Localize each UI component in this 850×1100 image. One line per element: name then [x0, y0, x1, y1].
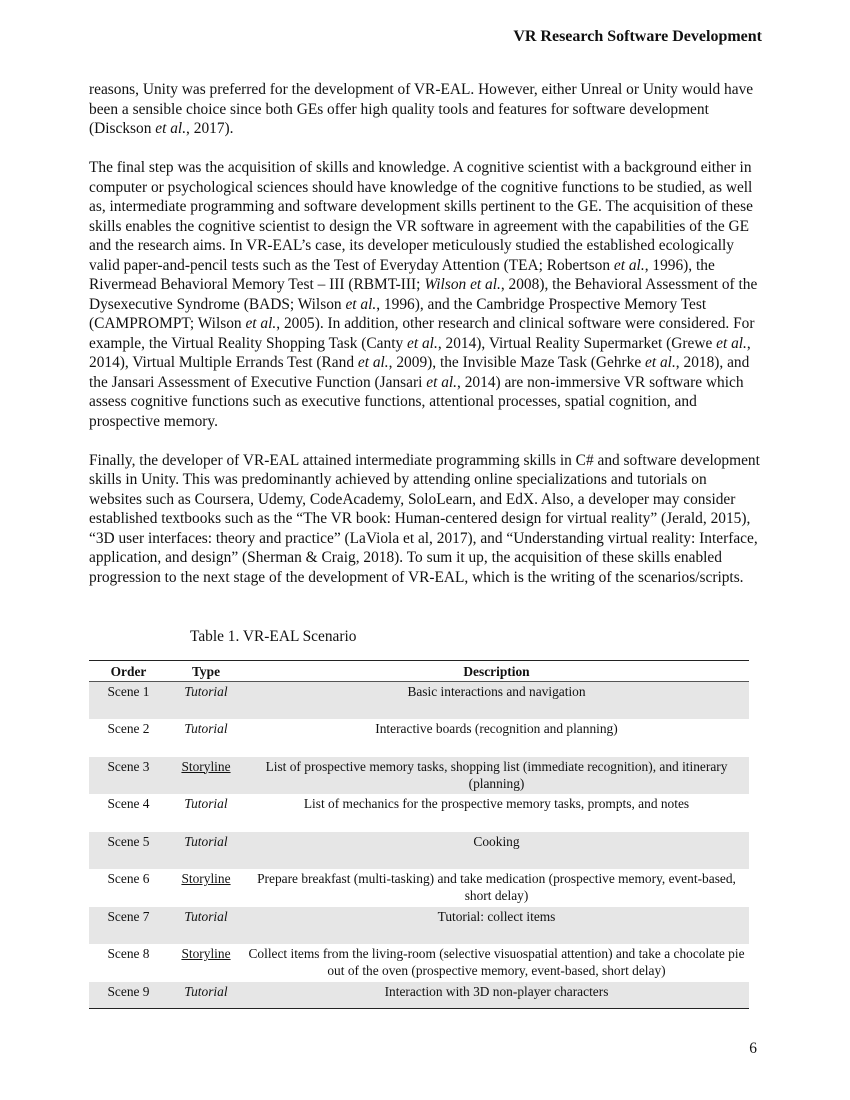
description-cell — [244, 869, 749, 907]
table-row — [89, 982, 749, 1009]
description-cell — [244, 832, 749, 870]
page-number: 6 — [749, 1040, 757, 1057]
table-row — [89, 682, 749, 720]
description-cell-text: List of prospective memory tasks, shopping list (immediate recognition), and itinerary (planning) — [265, 758, 728, 791]
italic-text: et al. — [716, 334, 747, 352]
description-cell-text: Cooking — [473, 833, 520, 849]
italic-text: et al. — [407, 334, 438, 352]
paragraph — [89, 80, 761, 139]
italic-text: et al. — [245, 315, 277, 332]
order-cell — [89, 757, 168, 795]
order-cell-text: Scene 6 — [107, 871, 150, 886]
paragraph — [89, 158, 761, 431]
type-cell — [168, 794, 244, 832]
type-cell — [168, 682, 244, 720]
type-cell — [168, 982, 244, 1009]
text-run: , 2017). — [186, 120, 234, 137]
text-run: , 2005). In addition, other research and clinical software were considered. For example, the Virtual Reality Shopping Task (Canty — [89, 315, 755, 352]
order-cell-text: Scene 3 — [107, 758, 150, 774]
description-cell-text: List of mechanics for the prospective memory tasks, prompts, and notes — [303, 796, 690, 811]
description-cell-text: Tutorial: collect items — [437, 908, 556, 924]
type-cell — [168, 869, 244, 907]
italic-text: et al. — [345, 295, 377, 313]
scene-type-label: Storyline — [181, 946, 231, 961]
italic-text: et al. — [155, 120, 187, 137]
text-run: , 2009), the Invisible Maze Task (Gehrke — [388, 354, 646, 371]
order-cell-text: Scene 8 — [107, 946, 150, 961]
type-cell — [168, 719, 244, 757]
text-run: , 1996), the Rivermead Behavioral Memory Test – III (RBMT-III; — [89, 256, 715, 293]
order-cell-text: Scene 2 — [107, 721, 150, 736]
description-cell — [244, 794, 749, 832]
italic-text: et al. — [426, 373, 458, 391]
description-cell — [244, 682, 749, 720]
text-run: , 1996), and the Cambridge Prospective Memory Test (CAMPROMPT; Wilson — [89, 295, 707, 332]
text-run: , 2018), and the Jansari Assessment of Executive Function (Jansari — [89, 354, 750, 391]
order-cell-text: Scene 9 — [107, 983, 150, 999]
table-row — [89, 719, 749, 757]
text-run: , 2014), Virtual Reality Supermarket (Grewe — [437, 334, 717, 352]
type-cell — [168, 944, 244, 982]
description-cell — [244, 982, 749, 1009]
description-cell-text: Basic interactions and navigation — [407, 684, 586, 699]
table-row — [89, 944, 749, 982]
order-cell — [89, 682, 168, 720]
order-cell-text: Scene 5 — [107, 833, 150, 849]
table-row — [89, 832, 749, 870]
order-cell — [89, 719, 168, 757]
description-cell-text: Prepare breakfast (multi-tasking) and take medication (prospective memory, event-based, short delay) — [257, 871, 736, 903]
order-cell-text: Scene 7 — [107, 908, 150, 924]
text-run: Finally, the developer of VR-EAL attained intermediate programming skills in C# and software development skills in Unity. This was predominantly achieved by attending online specializations and tutorials on websites such as Coursera, Udemy, CodeAcademy, SoloLearn, and EdX. Also, a developer may consider established textbooks such as the “The VR book: Human-centered design for virtual reality” (Jerald, 2015), “3D user interfaces: theory and practice” (LaViola et al, 2017), and “Understanding virtual reality: Interface, application, and design” (Sherman & Craig, 2018). To sum it up, the acquisition of these skills enabled progression to the next stage of the development of VR-EAL, which is the writing of the scenarios/scripts. — [89, 451, 760, 586]
body-text — [89, 80, 761, 607]
running-head: VR Research Software Development — [513, 28, 762, 45]
scene-type-label: Tutorial — [184, 908, 228, 924]
text-run: The final step was the acquisition of skills and knowledge. A cognitive scientist with a background either in computer or psychological sciences should have knowledge of the cognitive functions to be studied, as well as, intermediate programming and software development skills pertinent to the GE. The acquisition of these skills enables the cognitive scientist to design the VR software in agreement with the capabilities of the GE and the research aims. In VR-EAL’s case, its developer meticulously studied the established ecologically valid paper-and-pencil tests such as the Test of Everyday Attention (TEA; Robertson — [89, 159, 753, 274]
description-cell — [244, 719, 749, 757]
order-cell — [89, 794, 168, 832]
scene-type-label: Storyline — [181, 758, 231, 774]
type-cell — [168, 832, 244, 870]
order-cell — [89, 869, 168, 907]
description-cell — [244, 944, 749, 982]
table-row — [89, 869, 749, 907]
table-row — [89, 907, 749, 945]
order-cell-text: Scene 4 — [107, 796, 150, 811]
description-cell — [244, 757, 749, 795]
scene-type-label: Tutorial — [184, 684, 228, 699]
text-run: reasons, Unity was preferred for the development of VR-EAL. However, either Unreal or Unity would have been a sensible choice since both GEs offer high quality tools and features for software development (Disckson — [89, 81, 754, 137]
scene-type-label: Tutorial — [184, 721, 228, 736]
italic-text: et al. — [357, 354, 389, 371]
table-row — [89, 794, 749, 832]
italic-text: et al. — [645, 354, 676, 371]
text-run: , 2008), the Behavioral Assessment of the Dysexecutive Syndrome (BADS; Wilson — [89, 276, 758, 313]
order-cell — [89, 832, 168, 870]
table-row — [89, 757, 749, 795]
paragraph — [89, 451, 761, 588]
order-cell — [89, 907, 168, 945]
table-header-row — [89, 661, 749, 682]
scene-type-label: Tutorial — [184, 983, 228, 999]
description-cell-text: Interaction with 3D non-player characters — [384, 983, 609, 999]
order-cell — [89, 982, 168, 1009]
table-caption: Table 1. VR-EAL Scenario — [190, 628, 357, 645]
type-cell — [168, 757, 244, 795]
header-type: Type — [168, 661, 244, 682]
header-description: Description — [244, 661, 749, 682]
scene-type-label: Tutorial — [184, 796, 228, 811]
type-cell — [168, 907, 244, 945]
scenario-table — [89, 660, 749, 1009]
header-order: Order — [89, 661, 168, 682]
order-cell-text: Scene 1 — [107, 684, 150, 699]
table-body — [89, 682, 749, 1009]
order-cell — [89, 944, 168, 982]
text-run: , 2014), Virtual Multiple Errands Test (Rand — [89, 334, 751, 371]
italic-text: et al. — [613, 256, 645, 274]
description-cell-text: Interactive boards (recognition and planning) — [375, 721, 618, 736]
scene-type-label: Storyline — [181, 871, 231, 886]
description-cell — [244, 907, 749, 945]
description-cell-text: Collect items from the living-room (selective visuospatial attention) and take a chocolate pie out of the oven (prospective memory, event-based, short delay) — [248, 946, 745, 978]
italic-text: Wilson et al. — [424, 276, 501, 293]
scene-type-label: Tutorial — [184, 833, 228, 849]
text-run: , 2014) are non-immersive VR software which assess cognitive functions such as executive functions, attentional processes, spatial cognition, and prospective memory. — [89, 373, 744, 430]
